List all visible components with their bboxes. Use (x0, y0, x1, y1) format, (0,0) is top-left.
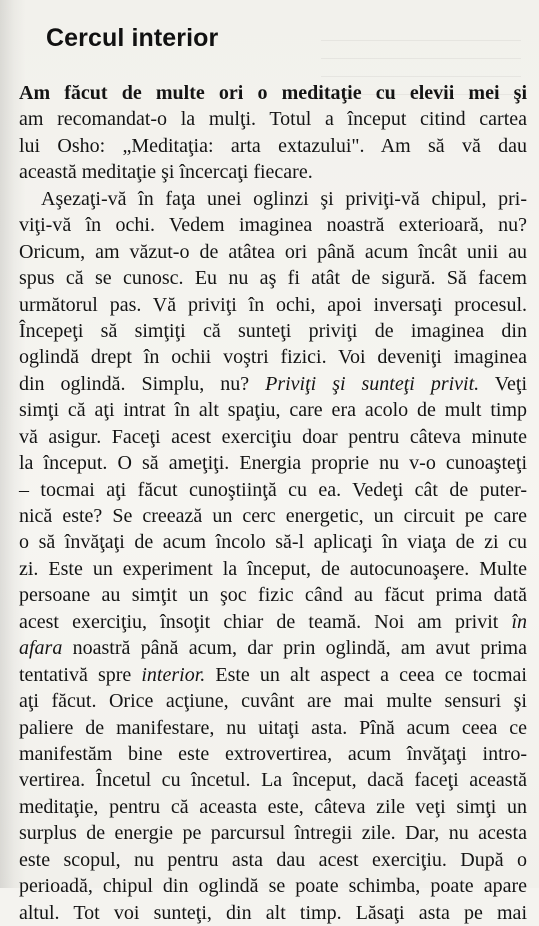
body-text (19, 80, 527, 926)
text-segment: surplus de energie pe parcursul întregii zile. Dar, nu acesta (19, 822, 527, 845)
text-segment: noastră până acum, dar prin oglindă, am avut prima (62, 637, 527, 660)
text-line (19, 820, 527, 846)
text-line (19, 80, 527, 106)
text-segment: meditaţie, pentru că aceasta este, câteva zile veţi simţi un (19, 795, 527, 818)
text-segment: altul. Tot voi sunteţi, din alt timp. Lăsaţi asta pe mai (19, 901, 527, 924)
text-line (19, 582, 527, 608)
text-line (19, 371, 527, 397)
text-segment: următorul pas. Vă priviţi în ochi, apoi inversaţi procesul. (19, 293, 527, 316)
text-segment: Este un alt aspect a ceea ce tocmai (205, 663, 527, 686)
text-line (19, 794, 527, 820)
text-line (19, 900, 527, 926)
text-line (19, 477, 527, 503)
text-line (19, 847, 527, 873)
text-line (19, 529, 527, 555)
text-line (19, 662, 527, 688)
chapter-heading: Cercul interior (46, 24, 219, 52)
text-line (19, 159, 527, 185)
italic-text: Priviţi şi sunteţi privit. (265, 372, 480, 395)
text-segment: – tocmai aţi făcut cunoştiinţă cu ea. Vedeţi cât de puter- (19, 478, 527, 501)
text-segment: zi. Este un experiment la început, de autocunoaşere. Multe (19, 557, 527, 580)
text-segment: Aşezaţi-vă în faţa unei oglinzi şi priviţi-vă chipul, pri- (41, 187, 527, 210)
text-segment: la început. O să ameţiţi. Energia proprie nu v-o cunoaşteţi (19, 452, 527, 475)
text-segment: viţi-vă în ochi. Vedem imaginea noastră exterioară, nu? (19, 214, 527, 237)
text-segment: Începeţi să simţiţi că sunteţi priviţi de imaginea din (19, 319, 527, 342)
text-segment: din oglindă. Simplu, nu? (19, 372, 266, 395)
text-segment: acest exerciţiu, însoţit chiar de teamă. Noi am privit (19, 610, 512, 633)
text-line (19, 556, 527, 582)
text-segment: aţi făcut. Orice acţiune, cuvânt are mai multe sensuri şi (19, 690, 527, 713)
text-segment: oglindă drept în ochii voştri fizici. Voi deveniţi imaginea (19, 346, 527, 369)
text-line (19, 609, 527, 635)
text-line (19, 292, 527, 318)
text-segment: vă asigur. Faceţi acest exerciţiu doar pentru câteva minute (19, 425, 527, 448)
text-segment: lui Osho: „Meditaţia: arta extazului". Am să vă dau (19, 134, 527, 157)
text-segment: nică este? Se creează un cerc energetic, un circuit pe care (19, 505, 527, 527)
text-segment: persoane au simţit un şoc fizic când au făcut prima dată (19, 584, 527, 607)
text-line (19, 133, 527, 159)
text-segment: vertirea. Încetul cu încetul. La început, dacă faceţi această (19, 769, 527, 792)
text-segment: spus că se cunosc. Eu nu aş fi atât de sigură. Să facem (19, 267, 527, 290)
text-line (19, 450, 527, 476)
text-line (19, 635, 527, 661)
italic-text: interior. (141, 663, 206, 686)
text-line (19, 715, 527, 741)
text-segment: perioadă, chipul din oglindă se poate schimba, poate apare (19, 875, 527, 898)
text-line (19, 424, 527, 450)
text-line (19, 344, 527, 370)
text-line (19, 265, 527, 291)
text-line (19, 688, 527, 714)
text-segment: este scopul, nu pentru asta dau acest exerciţiu. După o (19, 848, 527, 871)
text-line (19, 239, 527, 265)
bold-text: Am făcut de multe ori o meditaţie cu elevii mei şi (19, 82, 527, 104)
text-segment: Oricum, am văzut-o de atâtea ori până acum încât unii au (19, 240, 527, 263)
text-line (19, 397, 527, 423)
text-line (19, 318, 527, 344)
text-segment: Veţi (479, 372, 528, 395)
text-segment: tentativă spre (19, 663, 142, 686)
text-line (19, 212, 527, 238)
text-line (19, 186, 527, 212)
text-line (19, 767, 527, 793)
text-segment: o să învăţaţi de acum încolo să-l aplicaţi în viaţa de zi cu (19, 531, 527, 554)
italic-text: în (511, 610, 527, 633)
italic-text: afara (19, 637, 63, 660)
text-segment: am recomandat-o la mulţi. Totul a început citind cartea (19, 108, 527, 131)
text-segment: simţi că aţi intrat în alt spaţiu, care era acolo de mult timp (19, 399, 527, 422)
text-line (19, 503, 527, 529)
text-line (19, 741, 527, 767)
text-segment: manifestăm bine este extrovertirea, acum învăţaţi intro- (19, 742, 527, 765)
text-segment: paliere de manifestare, nu uitaţi asta. Pînă acum ceea ce (19, 716, 527, 739)
text-line (19, 873, 527, 899)
text-line (19, 106, 527, 132)
text-segment: această meditaţie şi încercaţi fiecare. (19, 161, 313, 184)
